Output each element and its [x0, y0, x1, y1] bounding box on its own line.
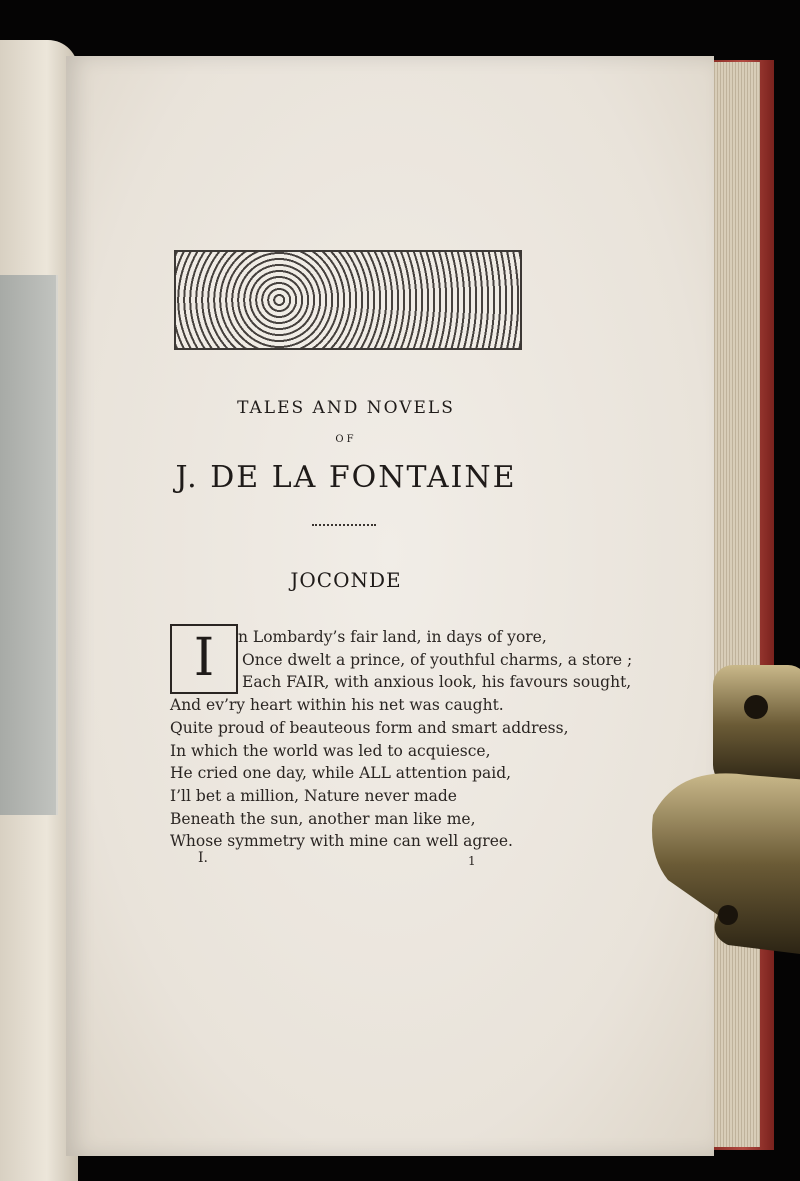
verse-line: I’ll bet a million, Nature never made	[170, 786, 457, 805]
page-number: 1	[468, 854, 476, 868]
verse-line: Whose symmetry with mine can well agree.	[170, 832, 513, 851]
verse-line: Each FAIR, with anxious look, his favours sought,	[242, 673, 632, 692]
of-label: OF	[335, 434, 357, 445]
title-page	[66, 56, 714, 1156]
brass-clasp-icon	[648, 665, 800, 960]
frontispiece-plate	[0, 275, 58, 815]
verse-line: n Lombardy’s fair land, in days of yore,	[238, 628, 547, 646]
verse-line: Beneath the sun, another man like me,	[170, 809, 476, 828]
verse-text	[170, 626, 632, 853]
author-name: J. DE LA FONTAINE	[175, 460, 517, 495]
headpiece-ornament	[174, 250, 522, 350]
verse-line: Quite proud of beauteous form and smart address,	[170, 718, 569, 737]
series-title: TALES AND NOVELS	[237, 398, 455, 418]
verse-line: In which the world was led to acquiesce,	[170, 741, 491, 760]
verse-line: And ev’ry heart within his net was caught.	[170, 696, 504, 715]
signature-mark: I.	[198, 850, 208, 866]
tale-title: JOCONDE	[290, 568, 402, 592]
wavy-rule	[312, 524, 376, 526]
verse-line: He cried one day, while ALL attention paid,	[170, 764, 512, 783]
drop-cap: I	[170, 624, 238, 694]
verse-line: Once dwelt a prince, of youthful charms, a store ;	[242, 650, 633, 669]
